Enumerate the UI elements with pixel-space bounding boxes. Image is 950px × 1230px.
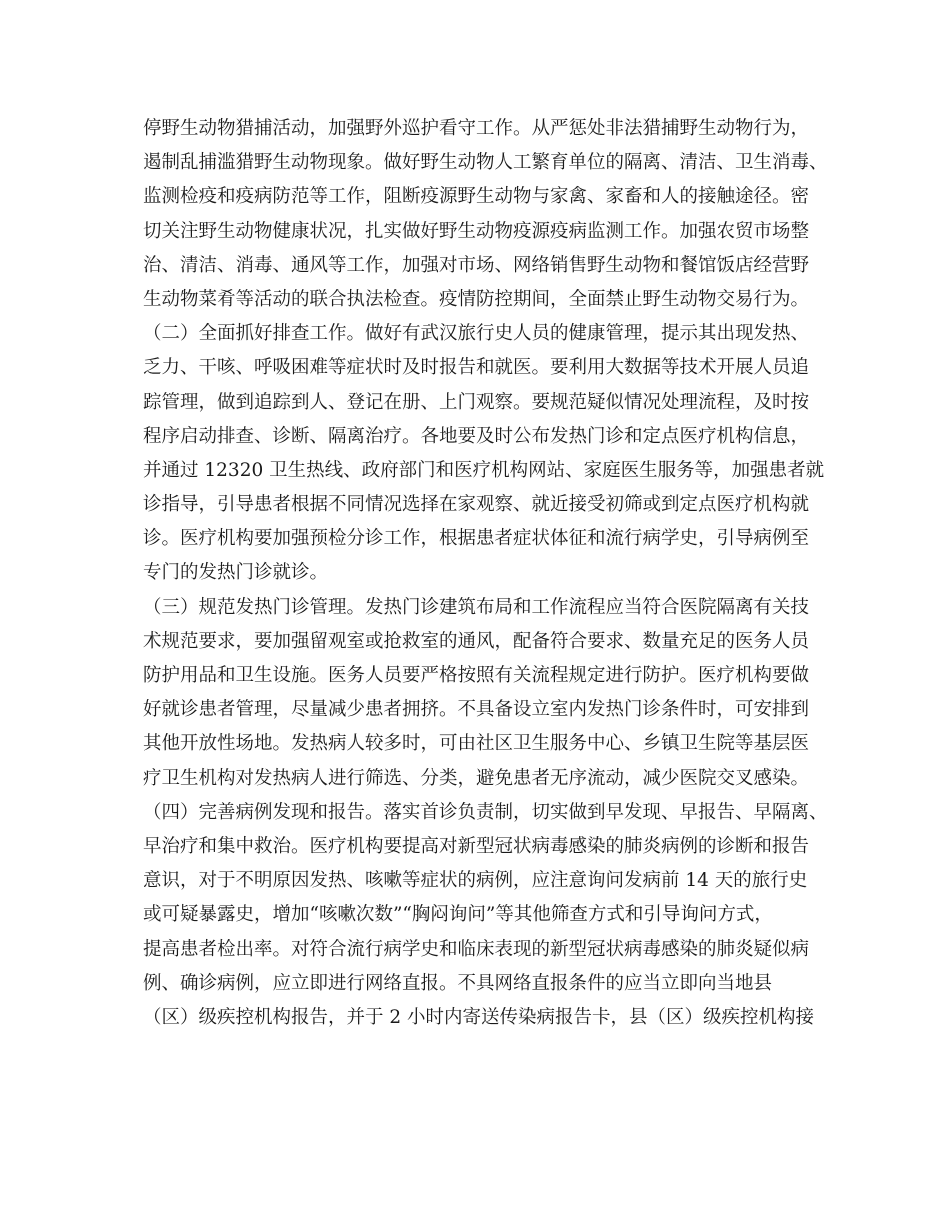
section-heading-line: （二）全面抓好排查工作。做好有武汉旅行史人员的健康管理，提示其出现发热、 bbox=[143, 323, 810, 345]
text-line: 遏制乱捕滥猎野生动物现象。做好野生动物人工繁育单位的隔离、清洁、卫生消毒、 bbox=[143, 152, 828, 174]
text-line: 治、清洁、消毒、通风等工作，加强对市场、网络销售野生动物和餐馆饭店经营野 bbox=[143, 254, 810, 276]
text-line: 疗卫生机构对发热病人进行筛选、分类，避免患者无序流动，减少医院交叉感染。 bbox=[143, 767, 810, 789]
text-line: 提高患者检出率。对符合流行病学史和临床表现的新型冠状病毒感染的肺炎疑似病 bbox=[143, 938, 810, 960]
text-line: 乏力、干咳、呼吸困难等症状时及时报告和就医。要利用大数据等技术开展人员追 bbox=[143, 357, 810, 379]
text-line: 早治疗和集中救治。医疗机构要提高对新型冠状病毒感染的肺炎病例的诊断和报告 bbox=[143, 835, 810, 857]
text-line: 防护用品和卫生设施。医务人员要严格按照有关流程规定进行防护。医疗机构要做 bbox=[143, 665, 810, 686]
text-line: 或可疑暴露史，增加“咳嗽次数”“胸闷询问”等其他筛查方式和引导询问方式， bbox=[143, 904, 773, 926]
text-line: 专门的发热门诊就诊。 bbox=[143, 562, 329, 584]
text-line: 停野生动物猎捕活动，加强野外巡护看守工作。从严惩处非法猎捕野生动物行为， bbox=[143, 118, 810, 139]
text-line: 生动物菜肴等活动的联合执法检查。疫情防控期间，全面禁止野生动物交易行为。 bbox=[143, 288, 810, 310]
text-line: 切关注野生动物健康状况，扎实做好野生动物疫源疫病监测工作。加强农贸市场整 bbox=[143, 220, 810, 242]
section-heading-line: （四）完善病例发现和报告。落实首诊负责制，切实做到早发现、早报告、早隔离、 bbox=[143, 801, 828, 823]
text-line: 诊指导，引导患者根据不同情况选择在家观察、就近接受初筛或到定点医疗机构就 bbox=[143, 494, 810, 516]
text-line: 程序启动排查、诊断、隔离治疗。各地要及时公布发热门诊和定点医疗机构信息， bbox=[143, 425, 810, 447]
body-text bbox=[143, 112, 843, 1035]
text-line: 术规范要求，要加强留观室或抢救室的通风，配备符合要求、数量充足的医务人员 bbox=[143, 630, 810, 652]
text-line: 监测检疫和疫病防范等工作，阻断疫源野生动物与家禽、家畜和人的接触途径。密 bbox=[143, 186, 810, 208]
text-line: 踪管理，做到追踪到人、登记在册、上门观察。要规范疑似情况处理流程，及时按 bbox=[143, 391, 810, 413]
text-line: 意识，对于不明原因发热、咳嗽等症状的病例，应注意询问发病前 14 天的旅行史 bbox=[143, 870, 808, 892]
section-heading-line: （三）规范发热门诊管理。发热门诊建筑布局和工作流程应当符合医院隔离有关技 bbox=[143, 596, 810, 618]
text-line: 并通过 12320 卫生热线、政府部门和医疗机构网站、家庭医生服务等，加强患者就 bbox=[143, 459, 825, 481]
text-line: 好就诊患者管理，尽量减少患者拥挤。不具备设立室内发热门诊条件时，可安排到 bbox=[143, 699, 810, 721]
text-line: 其他开放性场地。发热病人较多时，可由社区卫生服务中心、乡镇卫生院等基层医 bbox=[143, 733, 810, 755]
text-line: 诊。医疗机构要加强预检分诊工作，根据患者症状体征和流行病学史，引导病例至 bbox=[143, 528, 810, 550]
text-line: 例、确诊病例，应立即进行网络直报。不具网络直报条件的应当立即向当地县 bbox=[143, 972, 773, 994]
text-line: （区）级疾控机构报告，并于 2 小时内寄送传染病报告卡，县（区）级疾控机构接 bbox=[143, 1006, 815, 1028]
